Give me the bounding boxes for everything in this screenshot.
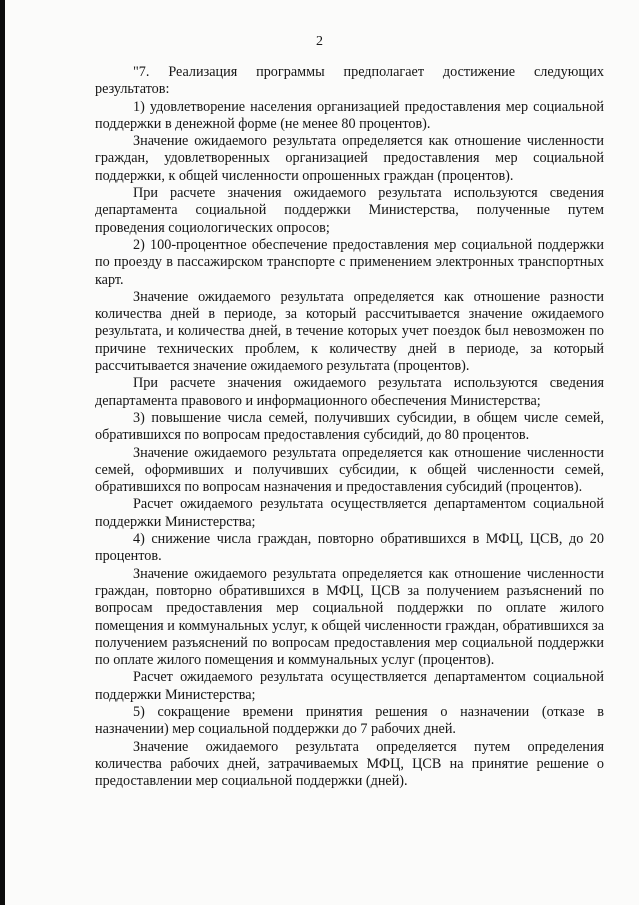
paragraph: Значение ожидаемого результата определяется как отношение численности граждан, удовлетворенных организацией предоставления мер социальной поддержки, к общей численности опрошенных граждан (процентов).	[95, 133, 604, 184]
document-body	[95, 64, 604, 790]
paragraph: Расчет ожидаемого результата осуществляется департаментом социальной поддержки Министерства;	[95, 669, 604, 703]
paragraph: 5) сокращение времени принятия решения о назначении (отказе в назначении) мер социальной поддержки до 7 рабочих дней.	[95, 703, 604, 738]
paragraph: Значение ожидаемого результата определяется путем определения количества рабочих дней, затрачиваемых МФЦ, ЦСВ на принятие решение о предоставлении мер социальной поддержки (дней).	[95, 738, 604, 790]
paragraph: Значение ожидаемого результата определяется как отношение численности семей, оформивших и получивших субсидии, к общей численности семей, обратившихся по вопросам назначения и предоставления субсидий (процентов).	[95, 444, 604, 496]
paragraph: Значение ожидаемого результата определяется как отношение разности количества дней в периоде, за который рассчитывается значение ожидаемого результата, и количества дней, в течение которых учет поездок был невозможен по причине технических проблем, к количеству дней в периоде, за который рассчитывается значение ожидаемого результата (процентов).	[95, 288, 604, 375]
paragraph: 4) снижение числа граждан, повторно обратившихся в МФЦ, ЦСВ, до 20 процентов.	[95, 531, 604, 565]
paragraph: 2) 100-процентное обеспечение предоставления мер социальной поддержки по проезду в пассажирском транспорте с применением электронных транспортных карт.	[95, 236, 604, 288]
paragraph: 3) повышение числа семей, получивших субсидии, в общем числе семей, обратившихся по вопросам предоставления субсидий, до 80 процентов.	[95, 409, 604, 444]
paragraph: "7. Реализация программы предполагает достижение следующих результатов:	[95, 64, 604, 98]
paragraph: Значение ожидаемого результата определяется как отношение численности граждан, повторно обратившихся в МФЦ, ЦСВ за получением разъяснений по вопросам предоставления мер социальной поддержки по оплате жилого помещения и коммунальных услуг, к общей численности граждан, обратившихся за получением разъяснений по вопросам предоставления мер социальной поддержки по оплате жилого помещения и коммунальных услуг (процентов).	[95, 565, 604, 669]
paragraph: Расчет ожидаемого результата осуществляется департаментом социальной поддержки Министерства;	[95, 496, 604, 530]
paragraph: При расчете значения ожидаемого результата используются сведения департамента социальной поддержки Министерства, полученные путем проведения социологических опросов;	[95, 185, 604, 236]
scan-edge	[0, 0, 5, 905]
paragraph: При расчете значения ожидаемого результата используются сведения департамента правового и информационного обеспечения Министерства;	[95, 375, 604, 409]
paragraph: 1) удовлетворение населения организацией предоставления мер социальной поддержки в денежной форме (не менее 80 процентов).	[95, 98, 604, 132]
page-number: 2	[316, 34, 323, 49]
